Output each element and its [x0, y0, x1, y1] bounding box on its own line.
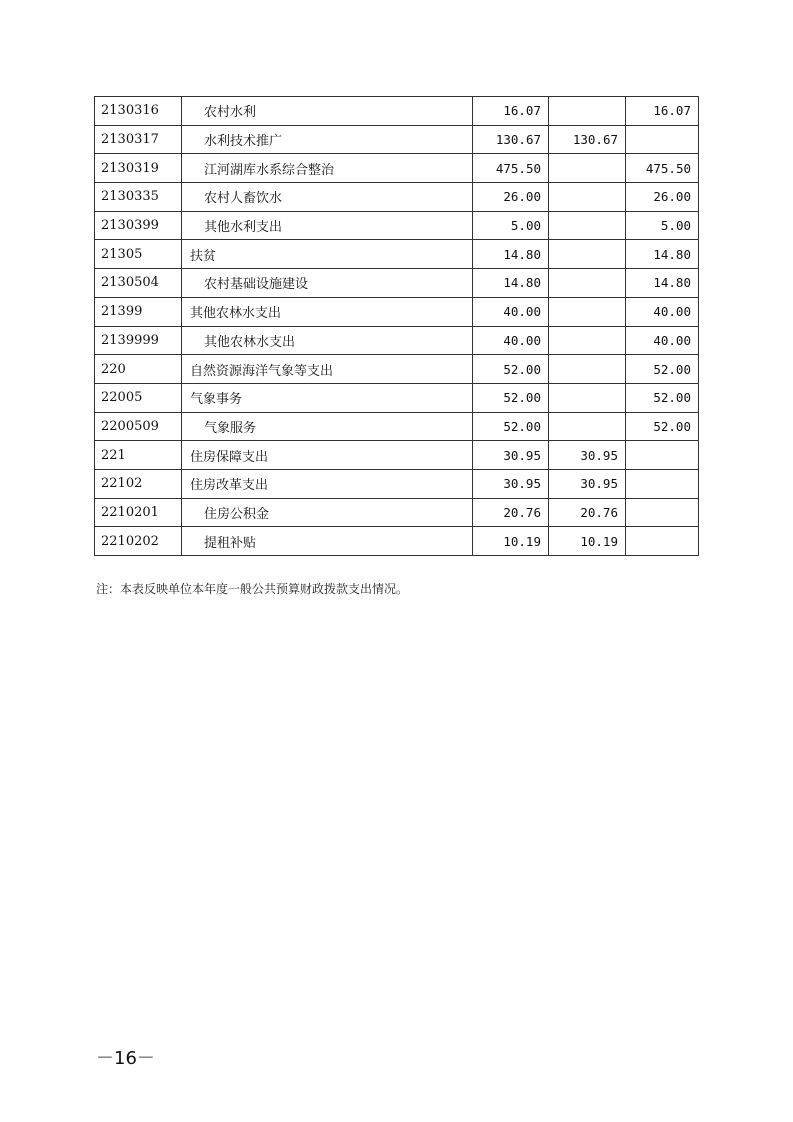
- cell-project: [626, 441, 699, 470]
- cell-code: 2210201: [95, 498, 182, 527]
- cell-basic: 10.19: [549, 527, 626, 556]
- table-row: [95, 269, 699, 298]
- cell-basic: 130.67: [549, 125, 626, 154]
- cell-name: 其他农林水支出: [182, 297, 473, 326]
- cell-name: 自然资源海洋气象等支出: [182, 355, 473, 384]
- cell-total: 16.07: [473, 97, 549, 126]
- cell-total: 5.00: [473, 211, 549, 240]
- cell-total: 52.00: [473, 383, 549, 412]
- table-row: [95, 125, 699, 154]
- cell-code: 22102: [95, 469, 182, 498]
- cell-project: 40.00: [626, 326, 699, 355]
- cell-basic: 30.95: [549, 469, 626, 498]
- table-row: [95, 297, 699, 326]
- cell-project: 14.80: [626, 269, 699, 298]
- cell-project: [626, 469, 699, 498]
- table-row: [95, 211, 699, 240]
- cell-project: 5.00: [626, 211, 699, 240]
- cell-code: 220: [95, 355, 182, 384]
- cell-name: 农村基础设施建设: [182, 269, 473, 298]
- table-body: [95, 97, 699, 556]
- cell-basic: [549, 355, 626, 384]
- cell-total: 30.95: [473, 441, 549, 470]
- cell-name: 其他农林水支出: [182, 326, 473, 355]
- cell-name: 江河湖库水系综合整治: [182, 154, 473, 183]
- cell-basic: [549, 326, 626, 355]
- cell-code: 2130399: [95, 211, 182, 240]
- table-row: [95, 527, 699, 556]
- cell-total: 14.80: [473, 269, 549, 298]
- cell-project: 52.00: [626, 355, 699, 384]
- cell-name: 住房改革支出: [182, 469, 473, 498]
- table-row: [95, 355, 699, 384]
- cell-project: 475.50: [626, 154, 699, 183]
- cell-name: 扶贫: [182, 240, 473, 269]
- cell-code: 2130504: [95, 269, 182, 298]
- cell-project: [626, 125, 699, 154]
- cell-code: 2130316: [95, 97, 182, 126]
- cell-basic: [549, 383, 626, 412]
- cell-basic: 30.95: [549, 441, 626, 470]
- cell-project: 52.00: [626, 412, 699, 441]
- cell-project: 16.07: [626, 97, 699, 126]
- cell-total: 14.80: [473, 240, 549, 269]
- cell-total: 130.67: [473, 125, 549, 154]
- cell-name: 住房公积金: [182, 498, 473, 527]
- cell-total: 20.76: [473, 498, 549, 527]
- cell-total: 52.00: [473, 355, 549, 384]
- cell-total: 52.00: [473, 412, 549, 441]
- page-number: －16－: [96, 1048, 155, 1069]
- cell-project: [626, 498, 699, 527]
- cell-code: 2130335: [95, 183, 182, 212]
- cell-total: 30.95: [473, 469, 549, 498]
- cell-name: 农村水利: [182, 97, 473, 126]
- table-row: [95, 154, 699, 183]
- table-note: 注：本表反映单位本年度一般公共预算财政拨款支出情况。: [96, 582, 409, 596]
- cell-basic: [549, 412, 626, 441]
- cell-code: 21399: [95, 297, 182, 326]
- cell-name: 农村人畜饮水: [182, 183, 473, 212]
- budget-table: [94, 96, 699, 556]
- table-row: [95, 97, 699, 126]
- cell-name: 气象服务: [182, 412, 473, 441]
- cell-code: 2130317: [95, 125, 182, 154]
- cell-code: 2210202: [95, 527, 182, 556]
- cell-code: 221: [95, 441, 182, 470]
- cell-basic: [549, 183, 626, 212]
- table-row: [95, 498, 699, 527]
- cell-name: 气象事务: [182, 383, 473, 412]
- cell-total: 10.19: [473, 527, 549, 556]
- cell-code: 2200509: [95, 412, 182, 441]
- table-row: [95, 183, 699, 212]
- table-row: [95, 326, 699, 355]
- cell-project: 26.00: [626, 183, 699, 212]
- cell-project: 40.00: [626, 297, 699, 326]
- cell-basic: [549, 297, 626, 326]
- table-row: [95, 441, 699, 470]
- cell-total: 475.50: [473, 154, 549, 183]
- cell-name: 水利技术推广: [182, 125, 473, 154]
- cell-basic: [549, 154, 626, 183]
- cell-total: 26.00: [473, 183, 549, 212]
- cell-basic: [549, 269, 626, 298]
- cell-name: 提租补贴: [182, 527, 473, 556]
- cell-code: 2139999: [95, 326, 182, 355]
- cell-code: 21305: [95, 240, 182, 269]
- cell-project: [626, 527, 699, 556]
- cell-basic: [549, 211, 626, 240]
- cell-project: 52.00: [626, 383, 699, 412]
- cell-project: 14.80: [626, 240, 699, 269]
- cell-total: 40.00: [473, 297, 549, 326]
- table-row: [95, 240, 699, 269]
- cell-code: 22005: [95, 383, 182, 412]
- cell-name: 其他水利支出: [182, 211, 473, 240]
- cell-name: 住房保障支出: [182, 441, 473, 470]
- table-row: [95, 383, 699, 412]
- cell-basic: [549, 97, 626, 126]
- table-row: [95, 412, 699, 441]
- table-row: [95, 469, 699, 498]
- cell-basic: 20.76: [549, 498, 626, 527]
- cell-code: 2130319: [95, 154, 182, 183]
- cell-basic: [549, 240, 626, 269]
- cell-total: 40.00: [473, 326, 549, 355]
